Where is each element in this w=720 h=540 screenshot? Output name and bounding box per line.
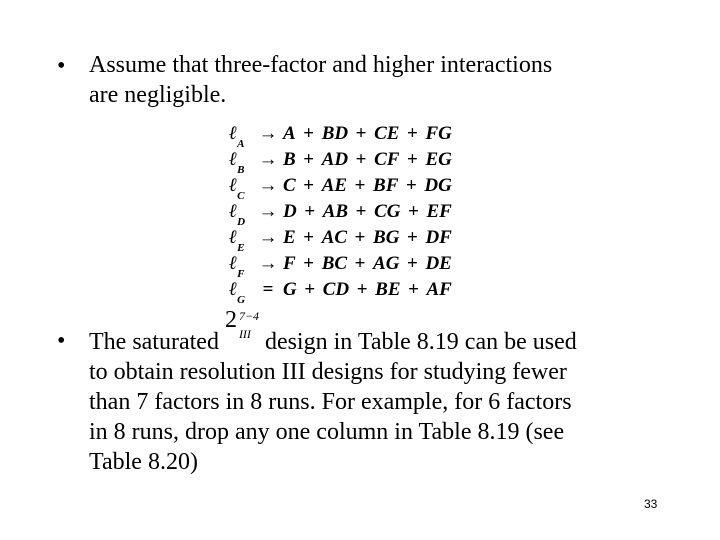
effect-term: EF [426, 201, 452, 222]
effect-term: G [283, 279, 297, 300]
text-fragment: The saturated [89, 329, 219, 355]
effect-term: DE [425, 253, 452, 274]
design-notation [219, 307, 265, 349]
ell-symbol: ℓ$_F$ [229, 253, 245, 280]
bullet-text-1 [89, 50, 552, 110]
equation-row [229, 251, 452, 280]
equation-row [229, 199, 452, 228]
effect-term: E [283, 227, 296, 248]
operator: → [258, 123, 278, 144]
page-number: 33 [644, 497, 658, 511]
effect-term: AD [321, 149, 349, 170]
equation-row [229, 121, 452, 150]
text-line: than 7 factors in 8 runs. For example, for 6 factors [89, 389, 572, 415]
plus-sign: + [356, 279, 368, 300]
plus-sign: + [408, 201, 419, 222]
plus-sign: + [355, 123, 367, 144]
effect-term: FG [425, 123, 452, 144]
effect-term: AE [321, 175, 348, 196]
equation-row [229, 147, 452, 176]
plus-sign: + [354, 175, 366, 196]
effect-term: C [283, 175, 296, 196]
effect-term: BG [373, 227, 400, 248]
text-line: are negligible. [89, 82, 227, 108]
plus-sign: + [304, 201, 316, 222]
plus-sign: + [407, 253, 418, 274]
operator: → [258, 227, 278, 248]
plus-sign: + [407, 149, 418, 170]
effect-term: BC [321, 253, 348, 274]
bullet-marker: • [57, 328, 66, 354]
equation-row [229, 277, 452, 306]
ell-symbol: ℓ$_B$ [229, 149, 245, 176]
plus-sign: + [303, 175, 315, 196]
operator: = [262, 279, 274, 300]
effect-term: CF [374, 149, 400, 170]
effect-term: CD [322, 279, 350, 300]
ell-symbol: ℓ$_D$ [229, 201, 246, 228]
text-line: in 8 runs, drop any one column in Table 8.19 (see [89, 419, 565, 445]
equation-row [229, 225, 452, 254]
text-fragment: design in Table 8.19 can be used [264, 329, 577, 355]
plus-sign: + [303, 123, 315, 144]
effect-term: EG [425, 149, 452, 170]
effect-term: A [283, 123, 296, 144]
ell-symbol: ℓ$_C$ [229, 175, 245, 202]
effect-term: CG [374, 201, 401, 222]
design-base: 2 [224, 307, 237, 333]
text-line: Assume that three-factor and higher interactions [89, 52, 553, 78]
plus-sign: + [355, 149, 367, 170]
effect-term: BD [321, 123, 349, 144]
operator: → [258, 201, 278, 222]
effect-term: AB [322, 201, 349, 222]
operator: → [258, 175, 278, 196]
effect-term: F [283, 253, 296, 274]
effect-term: AG [373, 253, 400, 274]
operator: → [258, 253, 278, 274]
effect-term: AC [321, 227, 348, 248]
text-line [89, 307, 577, 357]
plus-sign: + [354, 253, 366, 274]
bullet-marker: • [57, 53, 66, 79]
effect-term: AF [426, 279, 452, 300]
plus-sign: + [408, 279, 419, 300]
plus-sign: + [407, 227, 418, 248]
text-line: to obtain resolution III designs for studying fewer [89, 359, 567, 385]
plus-sign: + [303, 253, 315, 274]
text-line: Table 8.20) [89, 449, 198, 475]
effect-term: DG [424, 175, 452, 196]
equation-row [229, 173, 452, 202]
plus-sign: + [303, 227, 315, 248]
plus-sign: + [405, 175, 417, 196]
design-superscript: 7−4 [238, 309, 260, 323]
ell-symbol: ℓ$_E$ [229, 227, 245, 254]
plus-sign: + [354, 227, 366, 248]
effect-term: B [283, 149, 296, 170]
ell-symbol: ℓ$_G$ [229, 279, 246, 306]
plus-sign: + [304, 279, 316, 300]
bullet-text-2 [89, 307, 577, 477]
ell-symbol: ℓ$_A$ [229, 123, 245, 150]
effect-term: CE [374, 123, 400, 144]
design-subscript: III [238, 327, 251, 341]
effect-term: DF [425, 227, 452, 248]
effect-term: BF [373, 175, 399, 196]
alias-equations [229, 121, 452, 306]
operator: → [258, 149, 278, 170]
effect-term: D [283, 201, 297, 222]
effect-term: BE [375, 279, 401, 300]
plus-sign: + [303, 149, 315, 170]
plus-sign: + [407, 123, 418, 144]
plus-sign: + [355, 201, 367, 222]
